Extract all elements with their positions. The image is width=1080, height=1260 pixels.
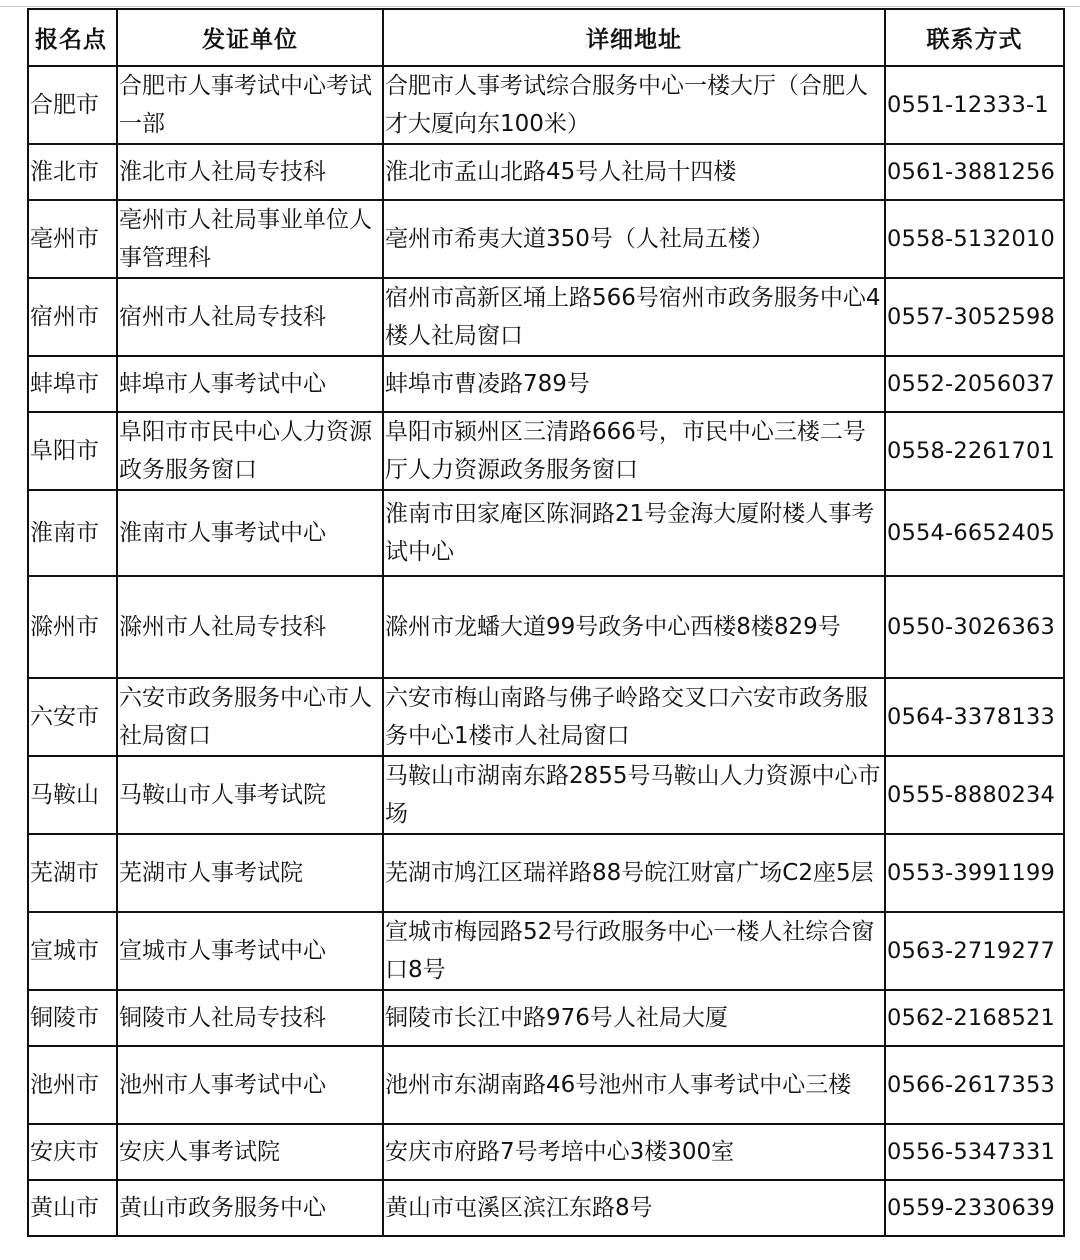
address-cell: 蚌埠市曹凌路789号 bbox=[383, 356, 885, 412]
city-cell: 黄山市 bbox=[28, 1180, 117, 1236]
issuer-cell: 安庆人事考试院 bbox=[117, 1124, 383, 1180]
address-cell: 亳州市希夷大道350号（人社局五楼） bbox=[383, 200, 885, 278]
issuer-cell: 淮北市人社局专技科 bbox=[117, 144, 383, 200]
phone-cell: 0559-2330639 bbox=[885, 1180, 1064, 1236]
city-cell: 阜阳市 bbox=[28, 412, 117, 490]
table-row bbox=[28, 66, 1064, 144]
phone-cell: 0556-5347331 bbox=[885, 1124, 1064, 1180]
phone-cell: 0557-3052598 bbox=[885, 278, 1064, 356]
table-row bbox=[28, 200, 1064, 278]
table-row bbox=[28, 576, 1064, 678]
table-header-row bbox=[28, 9, 1064, 66]
phone-cell: 0558-5132010 bbox=[885, 200, 1064, 278]
city-cell: 淮北市 bbox=[28, 144, 117, 200]
city-cell: 合肥市 bbox=[28, 66, 117, 144]
header-cell-detailed-address: 详细地址 bbox=[383, 9, 885, 66]
address-cell: 马鞍山市湖南东路2855号马鞍山人力资源中心市场 bbox=[383, 756, 885, 834]
city-cell: 芜湖市 bbox=[28, 834, 117, 912]
city-cell: 宿州市 bbox=[28, 278, 117, 356]
city-cell: 六安市 bbox=[28, 678, 117, 756]
city-cell: 蚌埠市 bbox=[28, 356, 117, 412]
address-cell: 芜湖市鸠江区瑞祥路88号皖江财富广场C2座5层 bbox=[383, 834, 885, 912]
table-row bbox=[28, 412, 1064, 490]
address-cell: 六安市梅山南路与佛子岭路交叉口六安市政务服务中心1楼市人社局窗口 bbox=[383, 678, 885, 756]
address-cell: 淮南市田家庵区陈洞路21号金海大厦附楼人事考试中心 bbox=[383, 490, 885, 576]
issuer-cell: 宣城市人事考试中心 bbox=[117, 912, 383, 990]
table-row bbox=[28, 1124, 1064, 1180]
address-cell: 阜阳市颍州区三清路666号，市民中心三楼二号厅人力资源政务服务窗口 bbox=[383, 412, 885, 490]
table-body bbox=[28, 66, 1064, 1236]
table-row bbox=[28, 1046, 1064, 1124]
issuer-cell: 芜湖市人事考试院 bbox=[117, 834, 383, 912]
table-row bbox=[28, 756, 1064, 834]
table-row bbox=[28, 678, 1064, 756]
table-row bbox=[28, 834, 1064, 912]
phone-cell: 0551-12333-1 bbox=[885, 66, 1064, 144]
address-cell: 宿州市高新区埇上路566号宿州市政务服务中心4楼人社局窗口 bbox=[383, 278, 885, 356]
issuer-cell: 滁州市人社局专技科 bbox=[117, 576, 383, 678]
phone-cell: 0562-2168521 bbox=[885, 990, 1064, 1046]
header-cell-registration-point: 报名点 bbox=[28, 9, 117, 66]
issuer-cell: 阜阳市市民中心人力资源政务服务窗口 bbox=[117, 412, 383, 490]
issuer-cell: 马鞍山市人事考试院 bbox=[117, 756, 383, 834]
table-row bbox=[28, 990, 1064, 1046]
top-divider bbox=[0, 6, 1080, 7]
table-row bbox=[28, 912, 1064, 990]
table-row bbox=[28, 490, 1064, 576]
issuer-cell: 宿州市人社局专技科 bbox=[117, 278, 383, 356]
phone-cell: 0550-3026363 bbox=[885, 576, 1064, 678]
phone-cell: 0558-2261701 bbox=[885, 412, 1064, 490]
address-cell: 铜陵市长江中路976号人社局大厦 bbox=[383, 990, 885, 1046]
city-cell: 马鞍山 bbox=[28, 756, 117, 834]
address-cell: 池州市东湖南路46号池州市人事考试中心三楼 bbox=[383, 1046, 885, 1124]
header-cell-contact: 联系方式 bbox=[885, 9, 1064, 66]
address-cell: 黄山市屯溪区滨江东路8号 bbox=[383, 1180, 885, 1236]
table-row bbox=[28, 144, 1064, 200]
city-cell: 亳州市 bbox=[28, 200, 117, 278]
phone-cell: 0554-6652405 bbox=[885, 490, 1064, 576]
phone-cell: 0566-2617353 bbox=[885, 1046, 1064, 1124]
table-row bbox=[28, 1180, 1064, 1236]
phone-cell: 0555-8880234 bbox=[885, 756, 1064, 834]
issuer-cell: 黄山市政务服务中心 bbox=[117, 1180, 383, 1236]
city-cell: 滁州市 bbox=[28, 576, 117, 678]
city-cell: 安庆市 bbox=[28, 1124, 117, 1180]
header-cell-issuing-unit: 发证单位 bbox=[117, 9, 383, 66]
city-cell: 宣城市 bbox=[28, 912, 117, 990]
issuer-cell: 亳州市人社局事业单位人事管理科 bbox=[117, 200, 383, 278]
table-row bbox=[28, 278, 1064, 356]
address-cell: 合肥市人事考试综合服务中心一楼大厅（合肥人才大厦向东100米） bbox=[383, 66, 885, 144]
address-cell: 滁州市龙蟠大道99号政务中心西楼8楼829号 bbox=[383, 576, 885, 678]
phone-cell: 0564-3378133 bbox=[885, 678, 1064, 756]
address-cell: 安庆市府路7号考培中心3楼300室 bbox=[383, 1124, 885, 1180]
issuer-cell: 合肥市人事考试中心考试一部 bbox=[117, 66, 383, 144]
phone-cell: 0561-3881256 bbox=[885, 144, 1064, 200]
city-cell: 淮南市 bbox=[28, 490, 117, 576]
phone-cell: 0553-3991199 bbox=[885, 834, 1064, 912]
address-cell: 淮北市孟山北路45号人社局十四楼 bbox=[383, 144, 885, 200]
city-cell: 铜陵市 bbox=[28, 990, 117, 1046]
phone-cell: 0552-2056037 bbox=[885, 356, 1064, 412]
issuer-cell: 铜陵市人社局专技科 bbox=[117, 990, 383, 1046]
address-cell: 宣城市梅园路52号行政服务中心一楼人社综合窗口8号 bbox=[383, 912, 885, 990]
table-row bbox=[28, 356, 1064, 412]
issuer-cell: 六安市政务服务中心市人社局窗口 bbox=[117, 678, 383, 756]
city-cell: 池州市 bbox=[28, 1046, 117, 1124]
issuer-cell: 淮南市人事考试中心 bbox=[117, 490, 383, 576]
phone-cell: 0563-2719277 bbox=[885, 912, 1064, 990]
issuer-cell: 池州市人事考试中心 bbox=[117, 1046, 383, 1124]
registration-points-table bbox=[27, 8, 1065, 1237]
issuer-cell: 蚌埠市人事考试中心 bbox=[117, 356, 383, 412]
